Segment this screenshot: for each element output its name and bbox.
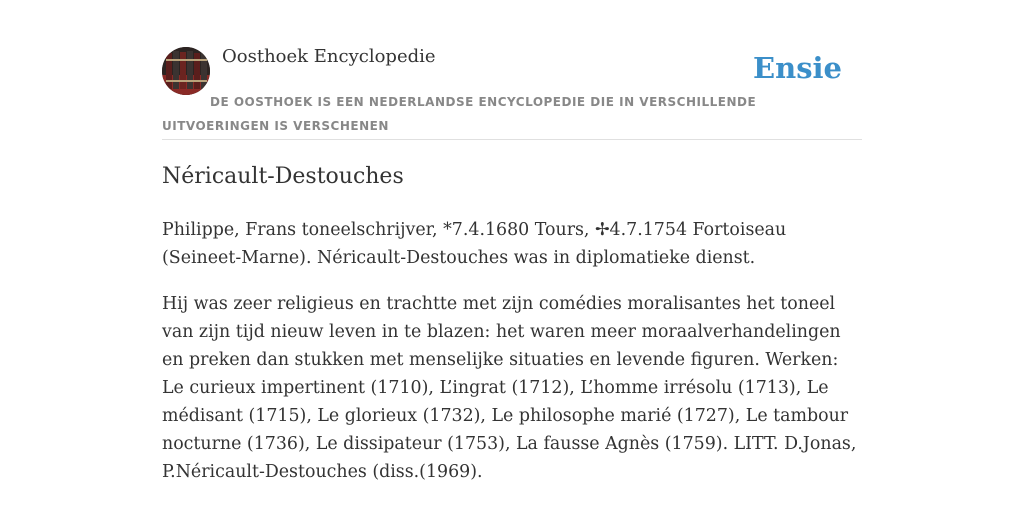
article-title: Néricault-Destouches (162, 164, 404, 189)
article-body (162, 216, 864, 504)
brand-logo[interactable]: Ensie (753, 51, 842, 85)
site-tagline: DE OOSTHOEK IS EEN NEDERLANDSE ENCYCLOPEDIE DIE IN VERSCHILLENDE UITVOERINGEN IS VERSCHENEN (162, 95, 757, 133)
header-divider (162, 139, 862, 140)
article-paragraph: Philippe, Frans toneelschrijver, *7.4.1680 Tours, ✢4.7.1754 Fortoiseau (Seineet-Marne). Néricault-Destouches was in diplomatieke dienst. (162, 220, 787, 268)
article-paragraph: Hij was zeer religieus en trachtte met zijn comédies moralisantes het toneel van zijn tijd nieuw leven in te blazen: het waren meer moraalverhandelingen en preken dan stukken met menselijke situaties en levende figuren. Werken: Le curieux impertinent (1710), L’ingrat (1712), L’homme irrésolu (1713), Le médisant (1715), Le glorieux (1732), Le philosophe marié (1727), Le tambour nocturne (1736), Le dissipateur (1753), La fausse Agnès (1759). LITT. D.Jonas, P.Néricault-Destouches (diss.(1969). (162, 294, 857, 482)
site-name[interactable]: Oosthoek Encyclopedie (222, 46, 436, 67)
encyclopedia-books-icon[interactable] (162, 47, 210, 95)
